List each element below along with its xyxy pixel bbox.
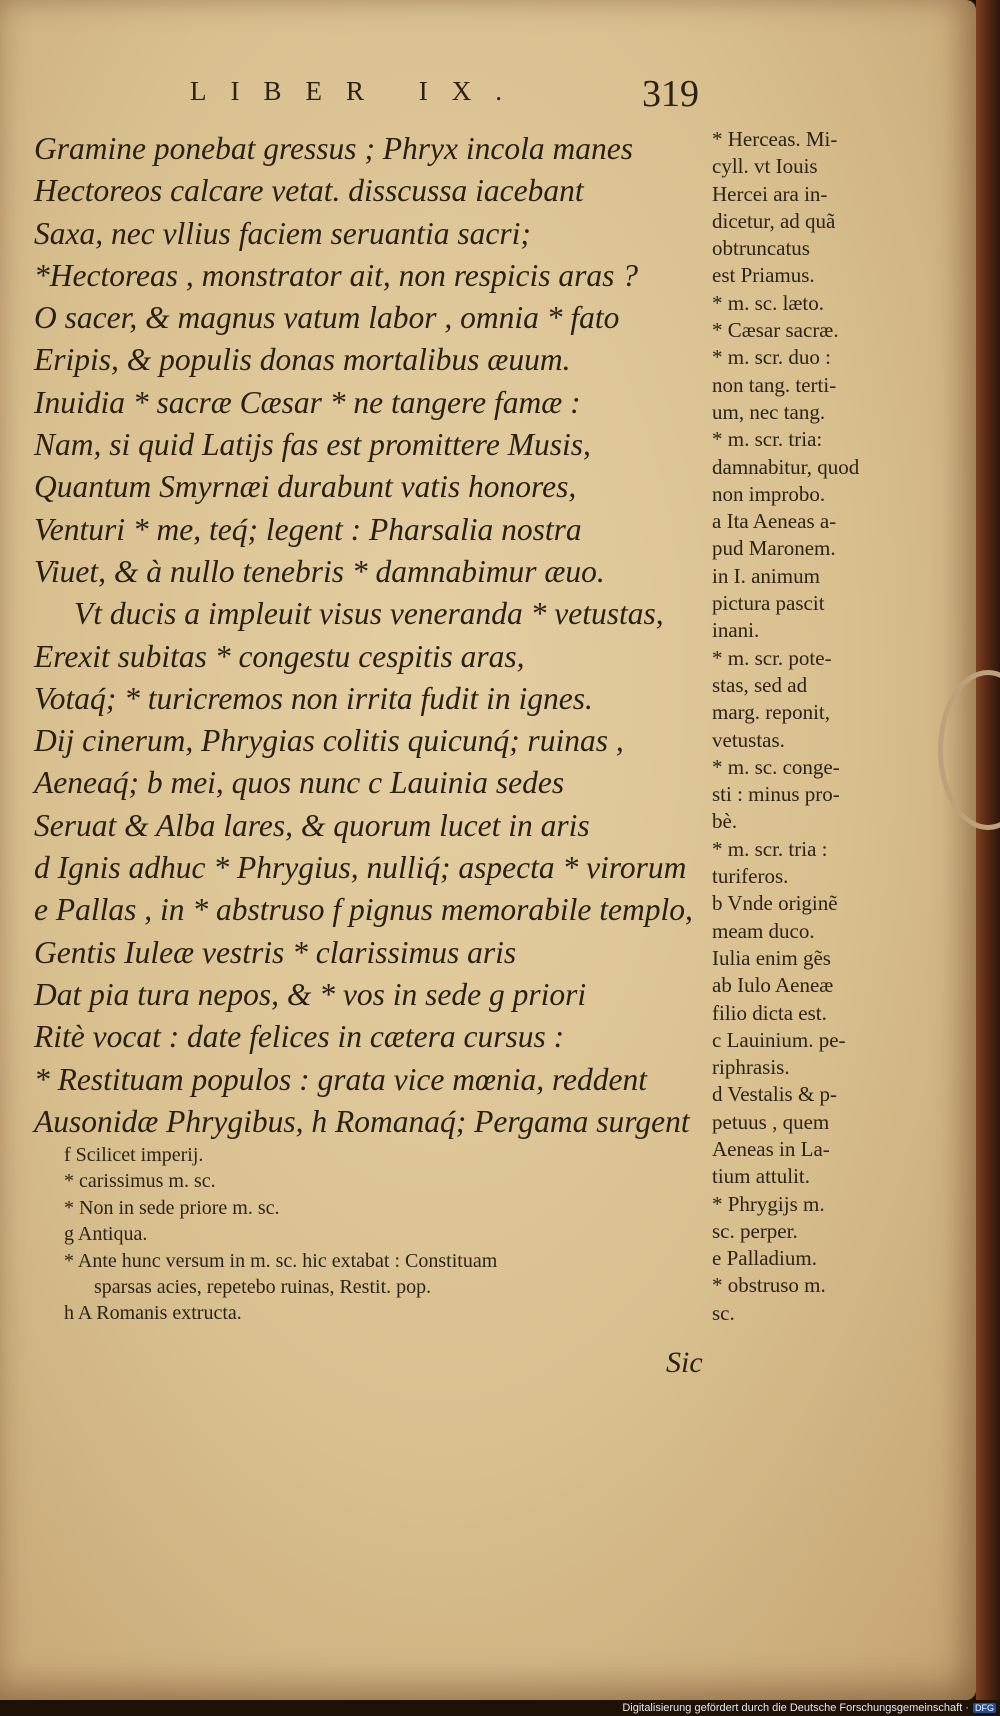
verse-line: * Restituam populos : grata vice mœnia, reddent [34,1061,648,1097]
verse-block [34,128,714,1143]
footnote: * Ante hunc versum in m. sc. hic extabat : Constituam [64,1249,498,1272]
margin-note-line: Iulia enim gẽs [712,945,831,970]
footnote: * Non in sede priore m. sc. [64,1196,280,1219]
verse-line: Dij cinerum, Phrygias colitis quicunq́; ruinas , [34,723,624,759]
margin-note-line: est Priamus. [712,263,815,288]
verse-line: Nam, si quid Latijs fas est promittere Musis, [34,427,591,463]
margin-note-line: non improbo. [712,481,826,506]
margin-note-line: * obstruso m. [712,1273,826,1298]
verse-line: e Pallas , in * abstruso f pignus memorabile templo, [34,892,693,928]
verse-line: Viuet, & à nullo tenebris * damnabimur æuo. [34,553,605,589]
margin-note-line: ab Iulo Aeneæ [712,973,834,998]
margin-notes [712,126,892,1327]
page-number: 319 [642,73,699,115]
margin-note-line: a Ita Aeneas a- [712,509,837,534]
margin-note-line: sc. perper. [712,1218,798,1243]
margin-note-line: d Vestalis & p- [712,1082,838,1107]
margin-note-line: turiferos. [712,864,789,889]
margin-note-line: petuus , quem [712,1109,830,1134]
verse-line: Seruat & Alba lares, & quorum lucet in aris [34,807,590,843]
margin-note-line: b Vnde originẽ [712,891,838,916]
margin-note-line: filio dicta est. [712,1000,827,1025]
verse-line: Dat pia tura nepos, & * vos in sede g priori [34,976,587,1012]
verse-line: Erexit subitas * congestu cespitis aras, [34,638,525,674]
margin-note-line: meam duco. [712,918,815,943]
verse-line: d Ignis adhuc * Phrygius, nulliq́; aspecta * virorum [34,850,687,886]
margin-note-line: bè. [712,809,738,834]
digitization-credit [622,1700,996,1716]
margin-note-line: * m. scr. duo : [712,345,831,370]
footnote: h A Romanis extructa. [64,1302,242,1325]
margin-note-line: cyll. vt Iouis [712,154,818,179]
verse-line: Gramine ponebat gressus ; Phryx incola manes [34,131,633,166]
credit-text: Digitalisierung gefördert durch die Deutsche Forschungsgemeinschaft · [622,1702,969,1714]
footnote: * carissimus m. sc. [64,1170,216,1193]
margin-note-line: * Cæsar sacræ. [712,318,839,343]
margin-note-line: * Phrygijs m. [712,1191,825,1216]
margin-note-line: * m. scr. tria : [712,836,828,861]
running-head: LIBER IX. [190,76,526,106]
verse-line: *Hectoreas , monstrator ait, non respicis aras ? [34,257,639,293]
verse-line: Ritè vocat : date felices in cætera cursus : [34,1019,565,1055]
dfg-logo-icon: DFG [975,1703,994,1713]
margin-note-line: * m. scr. tria: [712,427,823,452]
margin-note-line: in I. animum [712,563,820,588]
margin-note-line: tium attulit. [712,1164,810,1189]
verse-line: Votaq́; * turicremos non irrita fudit in ignes. [34,680,593,716]
verse-line: O sacer, & magnus vatum labor , omnia * fato [34,300,620,336]
margin-note-line: dicetur, ad quã [712,208,836,233]
margin-note-line: vetustas. [712,727,785,752]
margin-note-line: * m. sc. læto. [712,290,825,315]
verse-line: Ausonidæ Phrygibus, h Romanaq́; Pergama surgent [34,1103,690,1139]
margin-note-line: pictura pascit [712,591,825,616]
verse-line: Venturi * me, teq́; legent : Pharsalia nostra [34,511,582,547]
margin-note-line: obtruncatus [712,236,810,261]
margin-note-line: e Palladium. [712,1246,817,1271]
verse-line: Quantum Smyrnæi durabunt vatis honores, [34,469,577,505]
margin-note-line: damnabitur, quod [712,454,860,479]
verse-line: Hectoreos calcare vetat. disscussa iacebant [34,173,584,209]
margin-note-line: Aeneas in La- [712,1136,830,1161]
margin-note-line: inani. [712,618,760,643]
footnote: f Scilicet imperij. [64,1144,204,1166]
margin-note-line: * m. scr. pote- [712,645,832,670]
verse-line: Gentis Iuleæ vestris * clarissimus aris [34,934,517,970]
verse-line: Vt ducis a impleuit visus veneranda * vetustas, [74,596,664,632]
margin-note-line: marg. reponit, [712,700,831,725]
margin-note-line: non tang. terti- [712,372,837,397]
margin-note-line: stas, sed ad [712,672,808,697]
margin-note-line: pud Maronem. [712,536,836,561]
verse-line: Saxa, nec vllius faciem seruantia sacri; [34,215,531,251]
verse-line: Inuidia * sacræ Cæsar * ne tangere famæ : [34,384,581,420]
margin-note-line: riphrasis. [712,1055,790,1080]
margin-note-line: Hercei ara in- [712,181,828,206]
book-edge [976,0,1000,1700]
footnotes [64,1142,724,1327]
margin-note-line: um, nec tang. [712,399,826,424]
margin-note-line: * m. sc. conge- [712,754,840,779]
margin-note-line: * Herceas. Mi- [712,127,838,151]
margin-note-line: c Lauinium. pe- [712,1027,846,1052]
verse-line: Aeneaq́; b mei, quos nunc c Lauinia sedes [34,765,565,801]
margin-note-line: sti : minus pro- [712,782,840,807]
catchword: Sic [666,1346,703,1379]
margin-note-line: sc. [712,1300,735,1325]
footnote: sparsas acies, repetebo ruinas, Restit. pop. [94,1276,432,1299]
verse-line: Eripis, & populis donas mortalibus æuum. [34,342,571,378]
footnote: g Antiqua. [64,1223,148,1246]
